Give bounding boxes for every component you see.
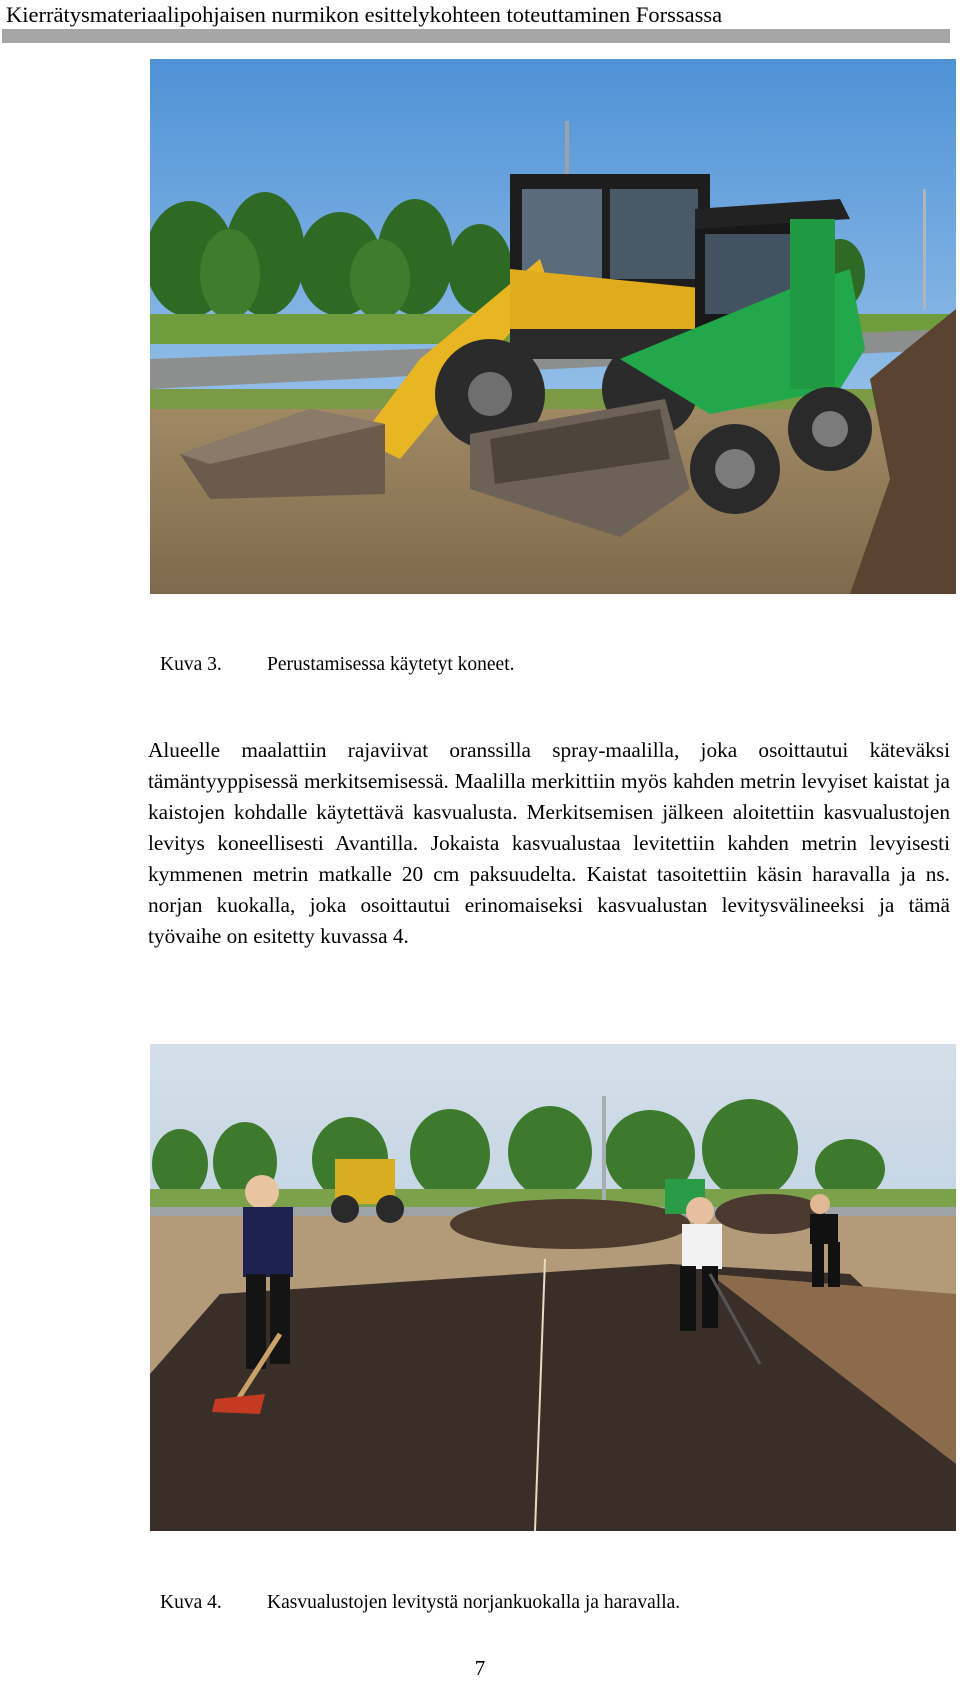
page-number: 7 <box>474 1656 486 1680</box>
figure-caption-3 <box>160 653 514 677</box>
photo-soil-spreading <box>150 1044 956 1531</box>
header-title: Kierrätysmateriaalipohjaisen nurmikon esittelykohteen toteuttaminen Forssassa <box>6 2 723 27</box>
caption-text: Perustamisessa käytetyt koneet. <box>267 654 515 675</box>
page-header <box>2 0 950 30</box>
body-paragraph: Alueelle maalattiin rajaviivat oranssilla spray-maalilla, joka osoittautui käteväksi tämäntyyppisessä merkitsemisessä. Maalilla merkittiin myös kahden metrin levyiset kaistat ja kaistojen kohdalle käytettävä kasvualusta. Merkitsemisen jälkeen aloitettiin kasvualustojen levitys koneellisesti Avantilla. Jokaista kasvualustaa levitettiin kahden metrin levyisesti kymmenen metrin matkalle 20 cm paksuudelta. Kaistat tasoitettiin käsin haravalla ja ns. norjan kuokalla, joka osoittautui erinomaiseksi kasvualustan levitysvälineeksi ja tämä työvaihe on esitetty kuvassa 4. <box>148 738 950 948</box>
caption-text: Kasvualustojen levitystä norjankuokalla ja haravalla. <box>267 1592 681 1613</box>
body-paragraph-block <box>148 735 950 952</box>
caption-number: Kuva 3. <box>160 654 222 675</box>
figure-caption-4 <box>160 1591 680 1615</box>
photo-loaders <box>150 59 956 594</box>
caption-number: Kuva 4. <box>160 1592 222 1613</box>
header-rule <box>2 29 950 43</box>
